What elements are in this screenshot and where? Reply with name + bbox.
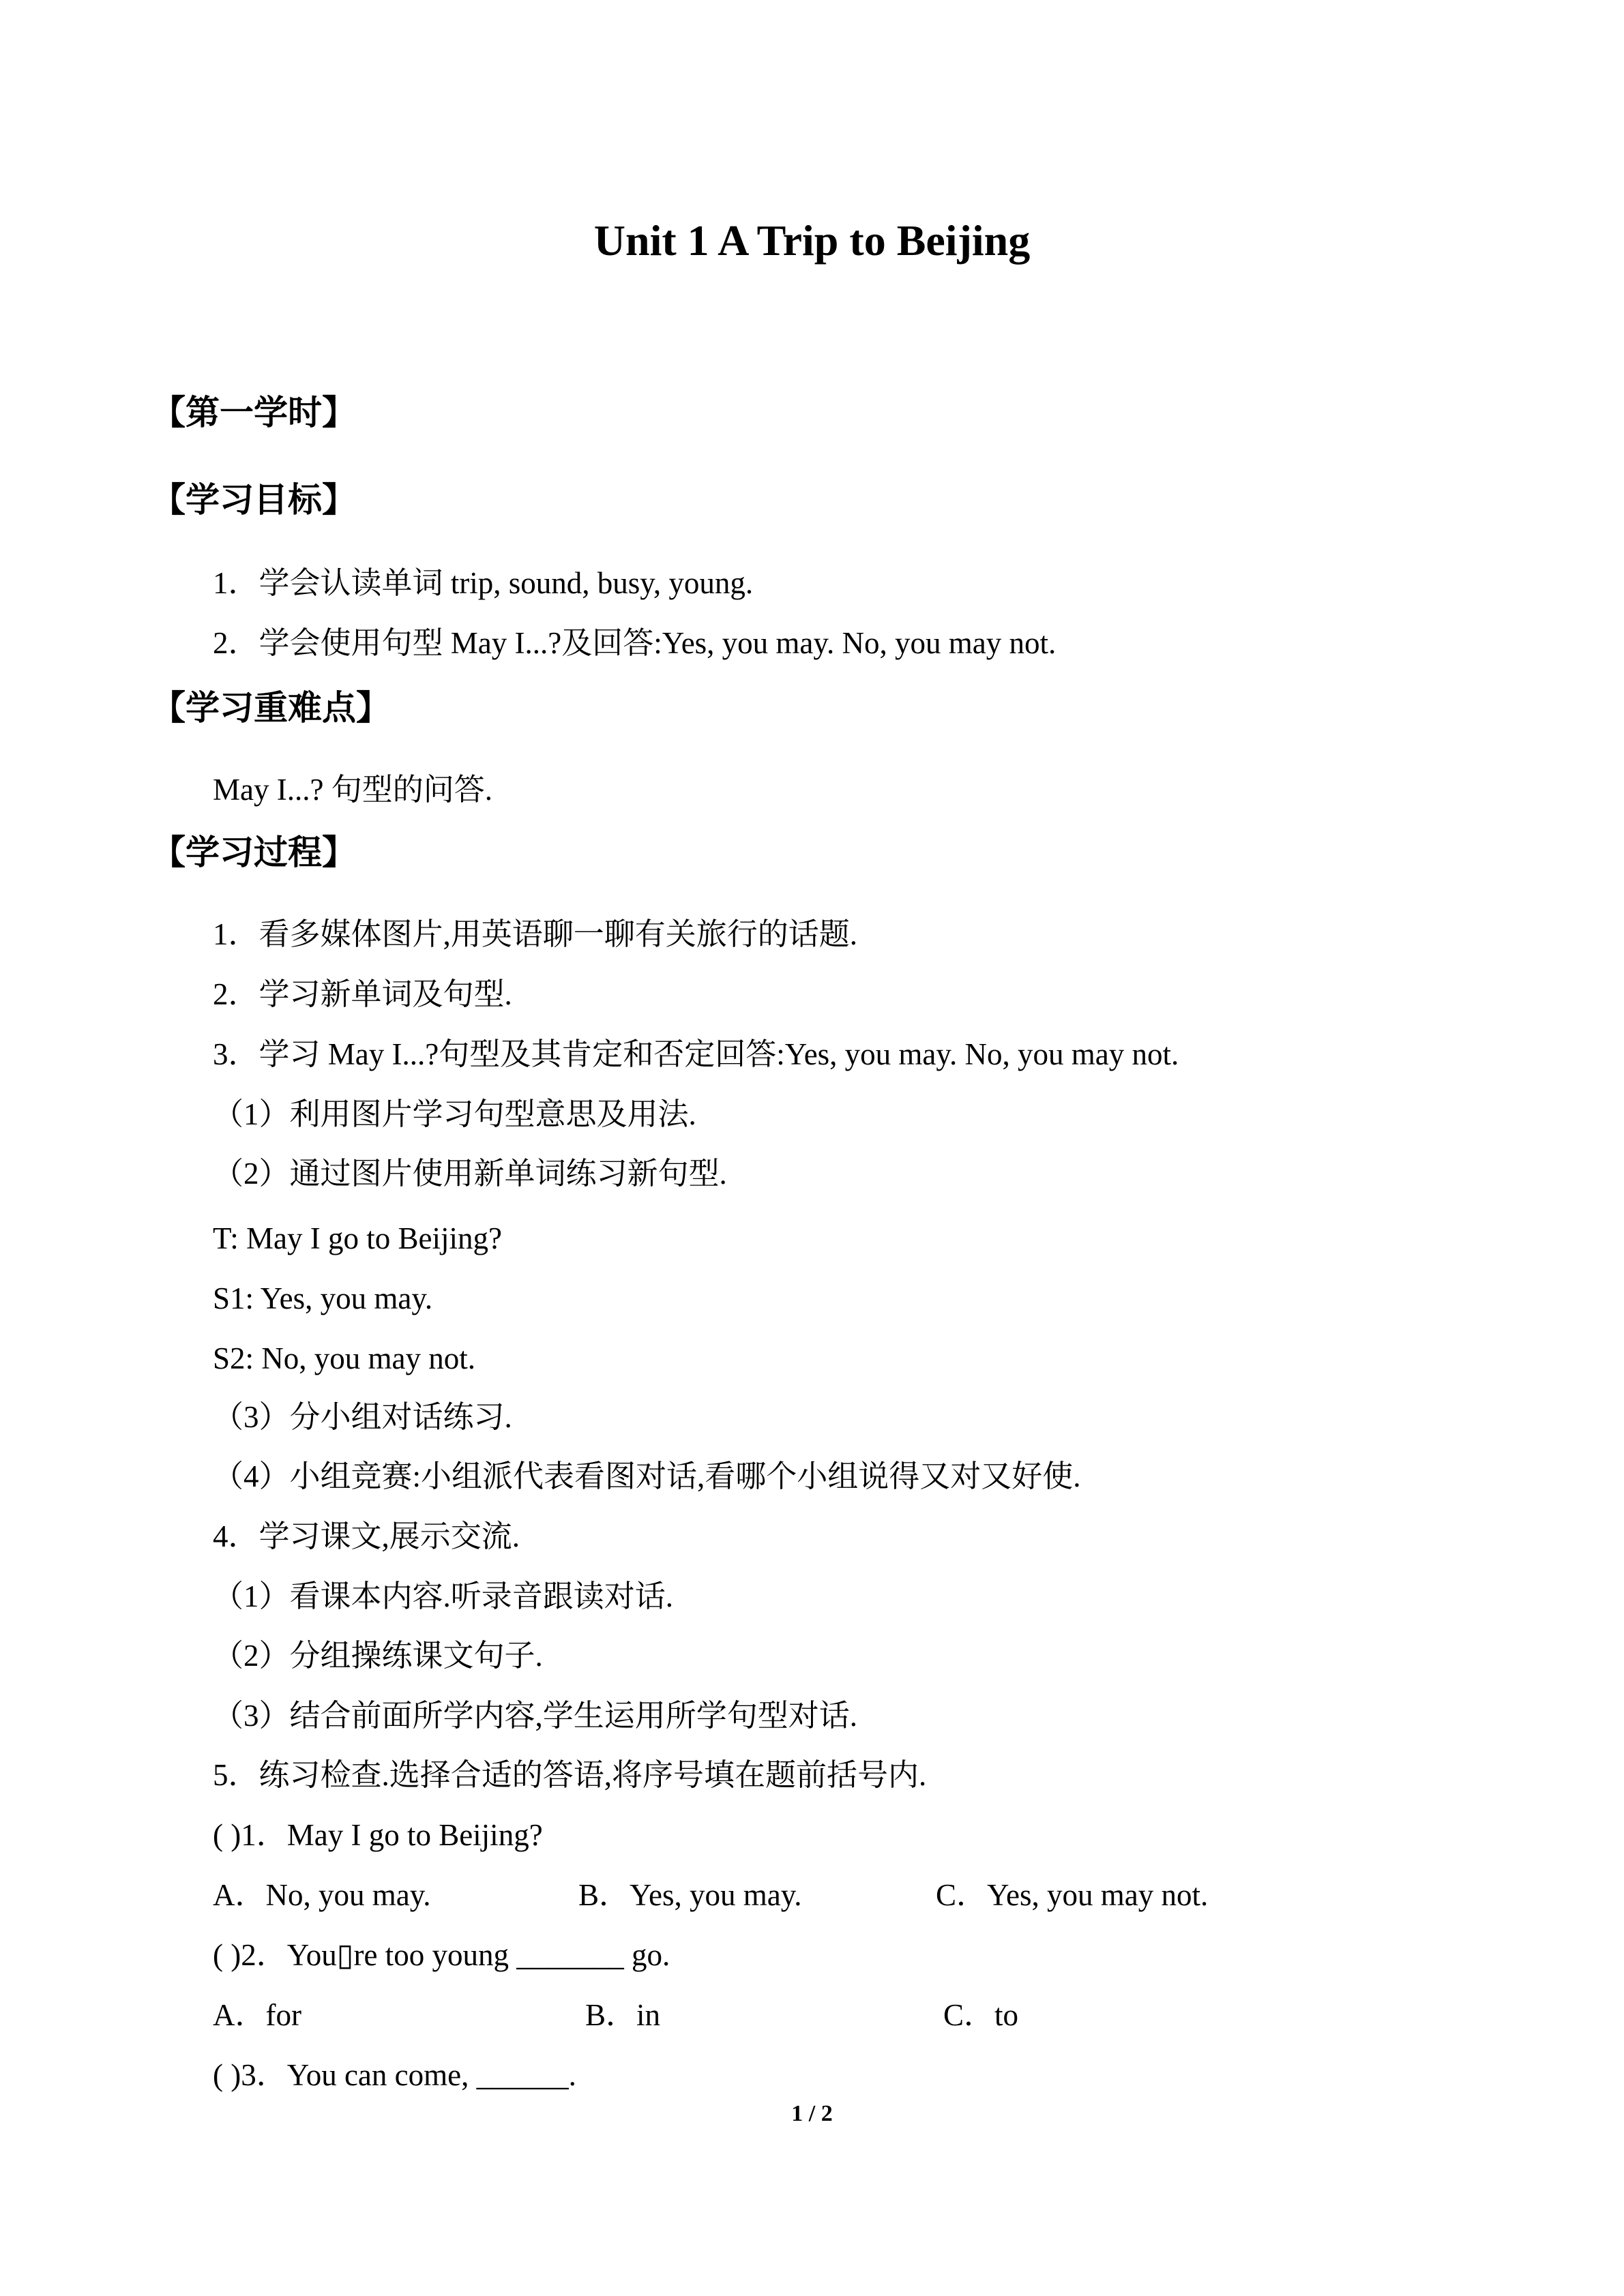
heading-process: 【学习过程】 <box>151 833 356 872</box>
process-substep: （1）利用图片学习句型意思及用法. <box>213 1097 696 1131</box>
process-substep: （3）结合前面所学内容,学生运用所学句型对话. <box>213 1699 858 1733</box>
dialogue-line: T: May I go to Beijing? <box>213 1221 502 1255</box>
process-substep: （1）看课本内容.听录音跟读对话. <box>213 1579 674 1613</box>
dialogue-line: S2: No, you may not. <box>213 1341 476 1375</box>
exercise-option: C．Yes, you may not. <box>936 1878 1209 1912</box>
objective-item: 1．学会认读单词 trip, sound, busy, young. <box>213 566 754 600</box>
exercise-option: A．No, you may. <box>213 1878 431 1912</box>
exercise-option: B．Yes, you may. <box>578 1878 802 1912</box>
process-substep: （2）通过图片使用新单词练习新句型. <box>213 1157 727 1191</box>
process-step: 2．学习新单词及句型. <box>213 977 512 1011</box>
process-step: 4．学习课文,展示交流. <box>213 1519 520 1553</box>
exercise-question: ( )1．May I go to Beijing? <box>213 1818 543 1852</box>
heading-lesson: 【第一学时】 <box>151 393 356 432</box>
process-step: 3．学习 May I...?句型及其肯定和否定回答:Yes, you may. No, you may not. <box>213 1037 1179 1071</box>
heading-key-points: 【学习重难点】 <box>151 688 390 728</box>
process-step: 1．看多媒体图片,用英语聊一聊有关旅行的话题. <box>213 917 858 951</box>
process-substep: （3）分小组对话练习. <box>213 1400 512 1434</box>
heading-objectives: 【学习目标】 <box>151 480 356 520</box>
key-point-item: May I...? 句型的问答. <box>213 773 492 807</box>
objective-item: 2．学会使用句型 May I...?及回答:Yes, you may. No, you may not. <box>213 626 1057 660</box>
exercise-question: ( )2．You▯re too young _______ go. <box>213 1938 670 1972</box>
exercise-option: A．for <box>213 1998 301 2032</box>
exercise-option: C．to <box>943 1998 1019 2032</box>
process-substep: （2）分组操练课文句子. <box>213 1639 543 1673</box>
dialogue-line: S1: Yes, you may. <box>213 1281 433 1315</box>
page-number: 1 / 2 <box>791 2101 833 2126</box>
document-title: Unit 1 A Trip to Beijing <box>593 216 1031 265</box>
process-step: 5．练习检查.选择合适的答语,将序号填在题前括号内. <box>213 1758 927 1792</box>
process-substep: （4）小组竞赛:小组派代表看图对话,看哪个小组说得又对又好使. <box>213 1459 1081 1493</box>
exercise-question: ( )3．You can come, ______. <box>213 2058 576 2092</box>
exercise-option: B．in <box>585 1998 661 2032</box>
